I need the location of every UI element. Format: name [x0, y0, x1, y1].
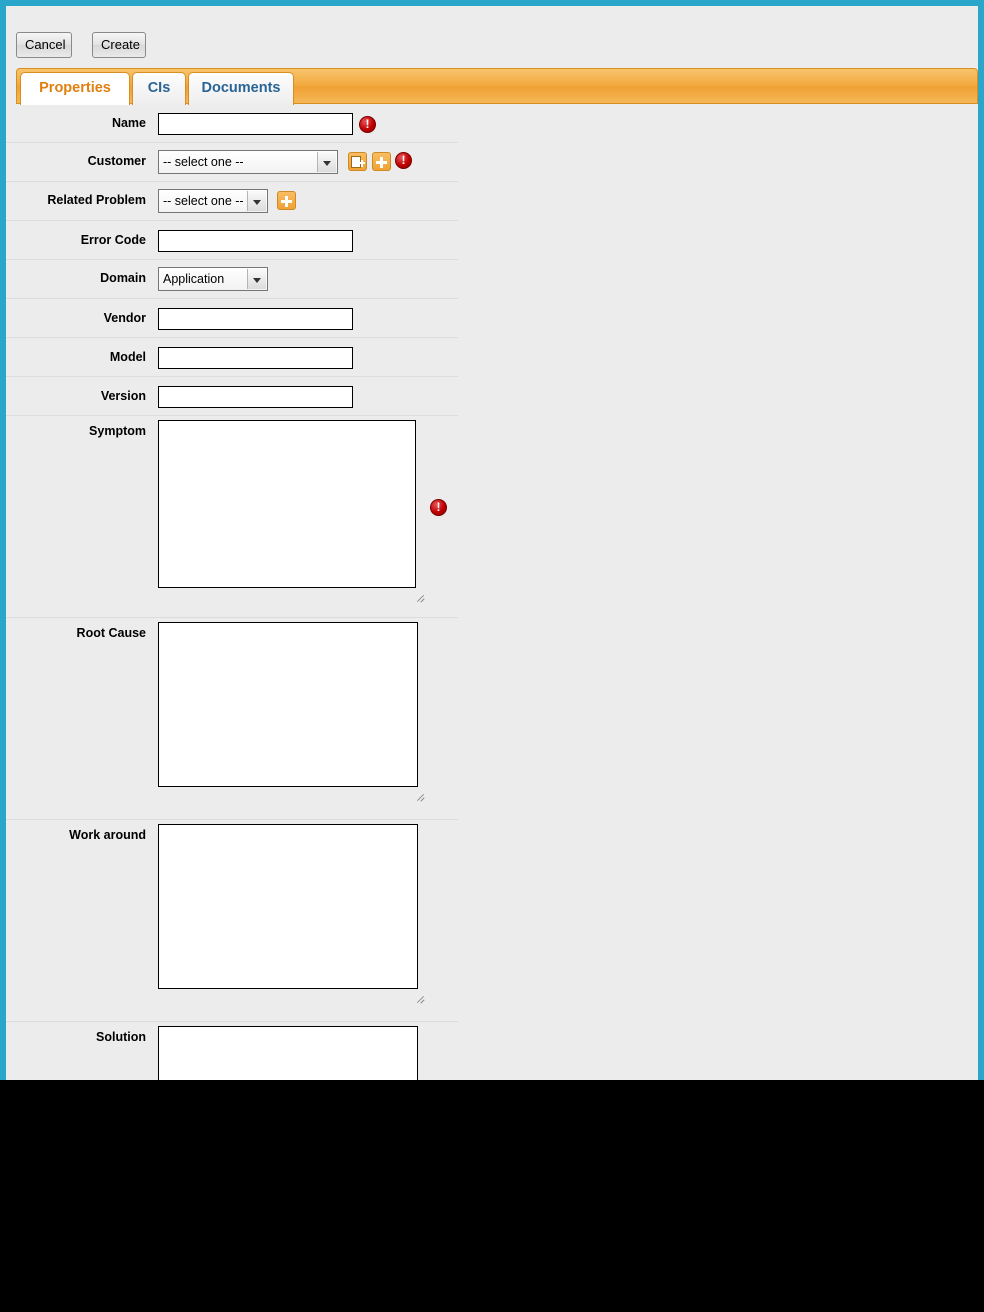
- tab-properties[interactable]: Properties: [20, 72, 130, 105]
- domain-select-value: Application: [163, 272, 225, 286]
- related-problem-add-button[interactable]: [277, 191, 296, 210]
- form-row-solution: [6, 1022, 458, 1080]
- root-cause-textarea[interactable]: [158, 622, 418, 787]
- domain-select[interactable]: [158, 267, 268, 291]
- application-content: [6, 6, 978, 1080]
- form-row-vendor: [6, 299, 458, 338]
- properties-form: [6, 104, 978, 1080]
- form-row-symptom: [6, 416, 458, 618]
- tab-bar: [16, 68, 978, 104]
- form-row-customer: [6, 143, 458, 182]
- form-row-version: [6, 377, 458, 416]
- error-code-label: Error Code: [80, 233, 146, 247]
- chevron-down-icon: [317, 152, 336, 172]
- cancel-button[interactable]: Cancel: [16, 32, 72, 58]
- tab-documents[interactable]: Documents: [188, 72, 294, 105]
- chevron-down-icon: [247, 191, 266, 211]
- create-button[interactable]: Create: [92, 32, 146, 58]
- vendor-input[interactable]: [158, 308, 353, 330]
- error-code-input[interactable]: [158, 230, 353, 252]
- customer-label: Customer: [87, 154, 146, 168]
- root-cause-label: Root Cause: [76, 626, 146, 640]
- work-around-resize-grip[interactable]: [414, 991, 426, 1003]
- related-problem-select-value: -- select one --: [163, 194, 244, 208]
- root-cause-resize-grip[interactable]: [414, 789, 426, 801]
- version-input[interactable]: [158, 386, 353, 408]
- solution-textarea[interactable]: [158, 1026, 418, 1080]
- form-row-error-code: [6, 221, 458, 260]
- customer-add-button[interactable]: [372, 152, 391, 171]
- customer-new-from-template-button[interactable]: [348, 152, 367, 171]
- symptom-required-icon: [430, 499, 447, 516]
- form-toolbar: [6, 6, 978, 62]
- version-label: Version: [100, 389, 146, 403]
- work-around-textarea[interactable]: [158, 824, 418, 989]
- screen-bottom-area: [0, 1080, 984, 1312]
- model-label: Model: [109, 350, 146, 364]
- chevron-down-icon: [247, 269, 266, 289]
- form-row-model: [6, 338, 458, 377]
- related-problem-select[interactable]: [158, 189, 268, 213]
- tab-cis[interactable]: CIs: [132, 72, 186, 105]
- form-row-name: [6, 104, 458, 143]
- symptom-textarea[interactable]: [158, 420, 416, 588]
- form-row-domain: [6, 260, 458, 299]
- vendor-label: Vendor: [103, 311, 146, 325]
- customer-select-value: -- select one --: [163, 155, 244, 169]
- name-required-icon: [359, 116, 376, 133]
- customer-select[interactable]: [158, 150, 338, 174]
- customer-required-icon: [395, 152, 412, 169]
- symptom-label: Symptom: [89, 424, 146, 438]
- related-problem-label: Related Problem: [47, 193, 146, 207]
- name-input[interactable]: [158, 113, 353, 135]
- work-around-label: Work around: [69, 828, 146, 842]
- model-input[interactable]: [158, 347, 353, 369]
- name-label: Name: [111, 116, 146, 130]
- symptom-resize-grip[interactable]: [414, 590, 426, 602]
- form-row-work-around: [6, 820, 458, 1022]
- form-row-root-cause: [6, 618, 458, 820]
- solution-label: Solution: [96, 1030, 146, 1044]
- domain-label: Domain: [100, 271, 146, 285]
- form-row-related-problem: [6, 182, 458, 221]
